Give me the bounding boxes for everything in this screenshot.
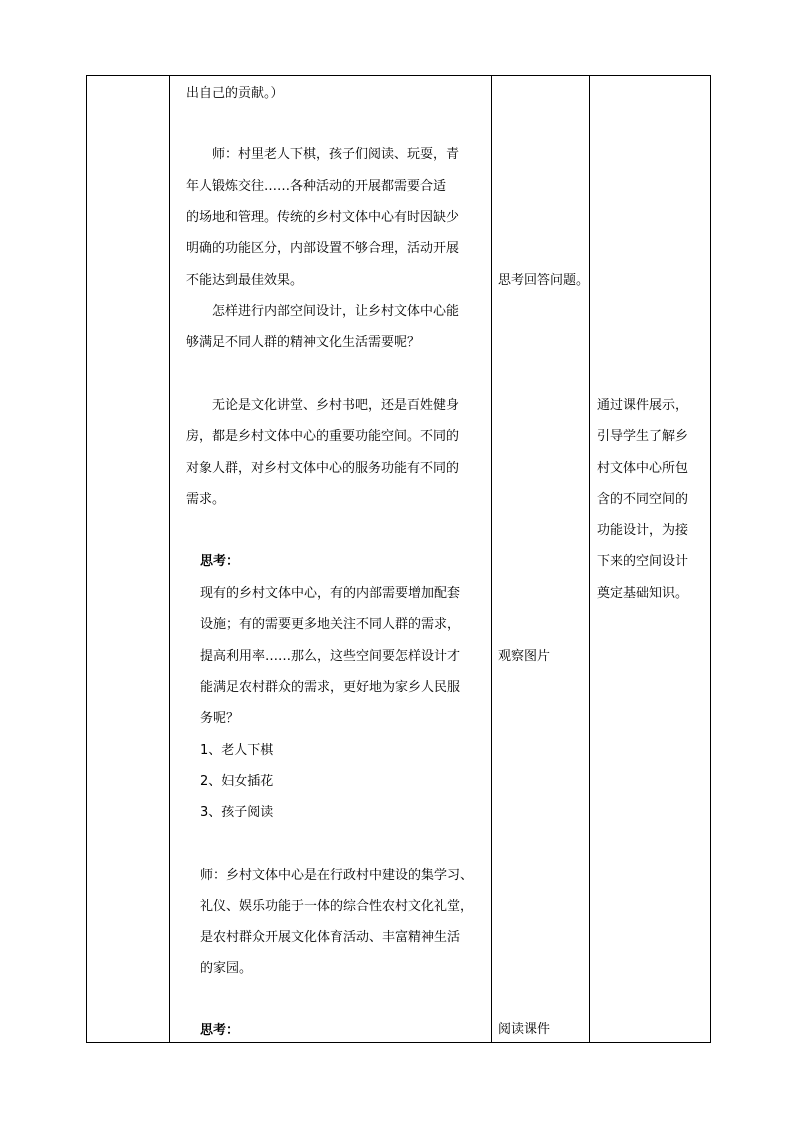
process-line: 的场地和管理。传统的乡村文体中心有时因缺少 [186,210,460,225]
think-heading: 思考： [200,1023,240,1038]
student-answer-text: 思考回答问题。 [498,273,590,288]
intent-line: 下来的空间设计 [597,554,689,569]
student-activity-cell [492,76,590,1043]
process-line: 年人锻炼交往……各种活动的开展都需要合适 [186,179,447,194]
stage-cell [87,76,170,1043]
intent-line: 含的不同空间的 [597,492,689,507]
student-observe-text: 观察图片 [498,649,551,664]
process-line: 师：乡村文体中心是在行政村中建设的集学习、 [200,868,474,883]
process-line: 务呢？ [200,711,240,726]
process-line: 能满足农村群众的需求，更好地为家乡人民服 [200,680,461,695]
list-item: 1、老人下棋 [200,743,274,758]
process-line: 明确的功能区分，内部设置不够合理，活动开展 [186,241,460,256]
process-line: 是农村群众开展文化体育活动、丰富精神生活 [200,930,461,945]
process-line: 怎样进行内部空间设计，让乡村文体中心能 [212,304,460,319]
process-line: 现有的乡村文体中心，有的内部需要增加配套 [200,586,461,601]
process-line: 礼仪、娱乐功能于一体的综合性农村文化礼堂， [200,899,474,914]
process-line: 出自己的贡献。） [186,86,284,101]
intent-line: 引导学生了解乡 [597,429,689,444]
design-intent-cell [590,76,711,1043]
process-line: 设施；有的需要更多地关注不同人群的需求， [200,617,461,632]
intent-line: 奠定基础知识。 [597,586,689,601]
process-line: 提高利用率……那么，这些空间要怎样设计才 [200,649,461,664]
intent-line: 村文体中心所包 [597,461,689,476]
teaching-process-cell [170,76,492,1043]
process-line: 对象人群，对乡村文体中心的服务功能有不同的 [186,461,460,476]
table-row [87,76,711,1043]
process-line: 不能达到最佳效果。 [186,273,304,288]
process-line: 够满足不同人群的精神文化生活需要呢？ [186,335,421,350]
process-line: 房，都是乡村文体中心的重要功能空间。不同的 [186,429,460,444]
process-line: 需求。 [186,492,226,507]
list-item: 2、妇女插花 [200,774,274,789]
intent-line: 通过课件展示， [597,398,689,413]
process-line: 的家园。 [200,961,253,976]
lesson-plan-table [86,75,711,1043]
student-read-text: 阅读课件 [498,1022,551,1037]
process-line: 无论是文化讲堂、乡村书吧，还是百姓健身 [212,398,460,413]
think-heading: 思考： [200,554,240,569]
intent-line: 功能设计，为接 [597,523,689,538]
list-item: 3、孩子阅读 [200,805,274,820]
process-line: 师：村里老人下棋，孩子们阅读、玩耍，青 [212,147,460,162]
